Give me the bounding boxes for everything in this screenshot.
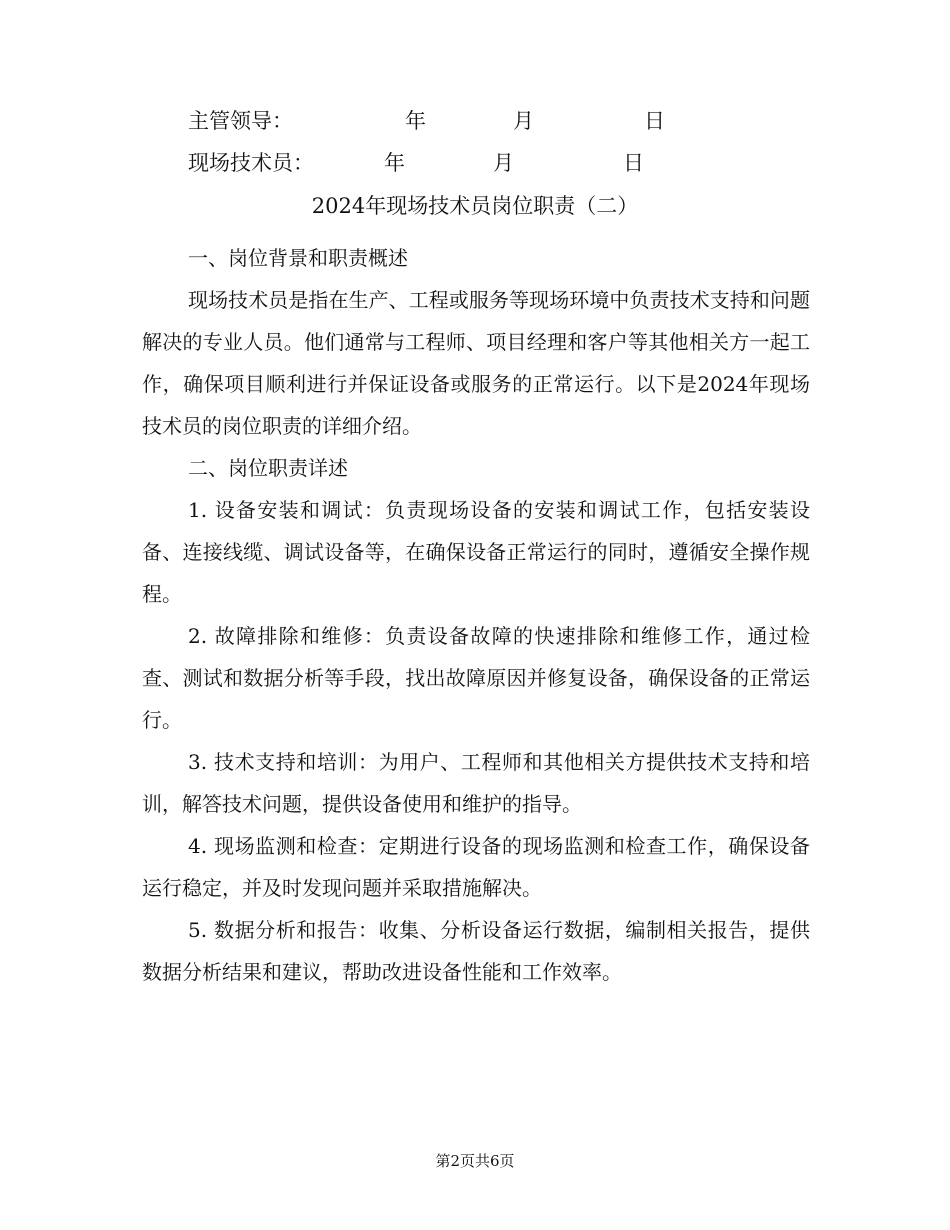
duty-item-1: 1. 设备安装和调试：负责现场设备的安装和调试工作，包括安装设备、连接线缆、调试设备等，在确保设备正常运行的同时，遵循安全操作规程。 xyxy=(142,498,810,606)
page-number-footer: 第2页共6页 xyxy=(435,1152,515,1170)
section-heading-overview: 一、岗位背景和职责概述 xyxy=(188,246,408,270)
technician-month-label: 月 xyxy=(493,151,514,175)
duty-item-3: 3. 技术支持和培训：为用户、工程师和其他相关方提供技术支持和培训，解答技术问题，提供设备使用和维护的指导。 xyxy=(142,750,810,816)
duty-item-4: 4. 现场监测和检查：定期进行设备的现场监测和检查工作，确保设备运行稳定，并及时发现问题并采取措施解决。 xyxy=(142,834,810,900)
paragraph-overview: 现场技术员是指在生产、工程或服务等现场环境中负责技术支持和问题解决的专业人员。他们通常与工程师、项目经理和客户等其他相关方一起工作，确保项目顺利进行并保证设备或服务的正常运行。以下是2024年现场技术员的岗位职责的详细介绍。 xyxy=(142,288,810,438)
supervisor-month-label: 月 xyxy=(513,109,534,133)
supervisor-year-label: 年 xyxy=(405,109,426,133)
technician-day-label: 日 xyxy=(623,151,644,175)
technician-label: 现场技术员： xyxy=(188,151,314,175)
supervisor-day-label: 日 xyxy=(644,109,665,133)
supervisor-label: 主管领导： xyxy=(188,109,293,133)
duty-item-2: 2. 故障排除和维修：负责设备故障的快速排除和维修工作，通过检查、测试和数据分析等手段，找出故障原因并修复设备，确保设备的正常运行。 xyxy=(142,624,810,732)
technician-year-label: 年 xyxy=(384,151,405,175)
duty-item-5: 5. 数据分析和报告：收集、分析设备运行数据，编制相关报告，提供数据分析结果和建议，帮助改进设备性能和工作效率。 xyxy=(142,918,810,984)
section-heading-duties: 二、岗位职责详述 xyxy=(188,456,348,480)
document-title: 2024年现场技术员岗位职责（二） xyxy=(311,194,639,218)
document-body xyxy=(142,237,810,993)
